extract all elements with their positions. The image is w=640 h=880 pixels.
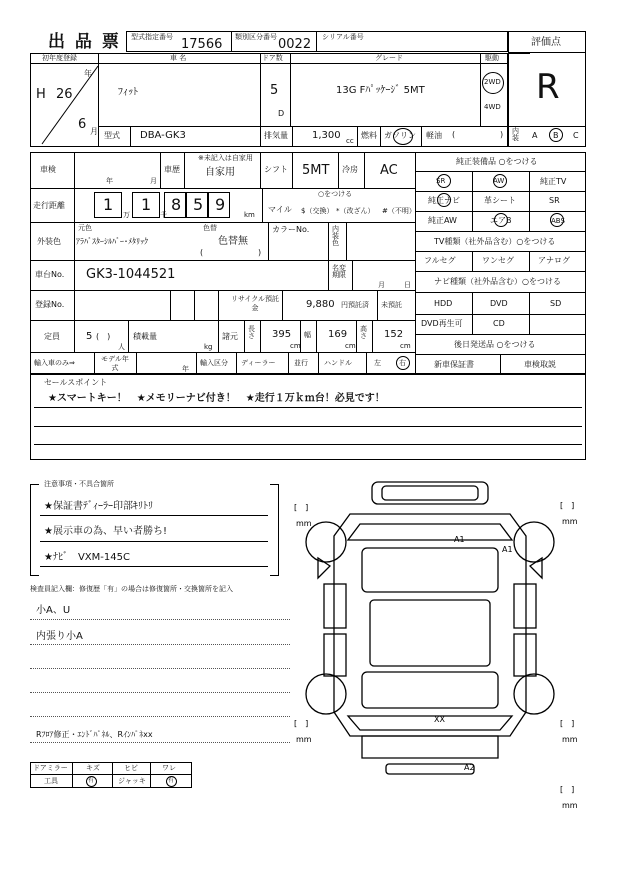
name-change-label: 名変期限 — [332, 264, 346, 279]
sales-point-label: セールスポイント — [44, 378, 108, 387]
model-year-label: モデル年式 — [101, 355, 129, 373]
interior-grade-c: C — [573, 131, 579, 140]
drive-label: 駆動 — [485, 54, 499, 62]
inspector-line-1: 小A、U — [36, 605, 71, 616]
name-change-month: 月 — [378, 281, 385, 289]
equip-item-5: 革シート — [484, 196, 516, 205]
equipment-title: 純正装備品 ○をつける — [456, 157, 538, 166]
damage-mark-a1-hood: A1 — [454, 535, 465, 544]
model-year-unit: 年 — [182, 365, 189, 373]
auction-sheet-page: 出 品 票 型式指定番号 17566 類別区分番号 0022 シリアル番号 評価点 R 初年度登録 車 名 ドア数 グレード 駆動 H 26 年 6 月 ﾌｨｯﾄ 5 D 13G Fﾊﾟｯｹｰｼﾞ 5MT 2WD 4WD 型式 DBA-GK3 排気量 1,300 cc 燃料 ガソリン 軽油 ( ) 内装 A B C 車検 年 月 車歴 ※未記入は自家用 自家用 シフト 5MT 冷房 AC 走行距離 1 万 1 千 8 5 9 km ○をつける マイル $（交換） *（改ざん） #（不明） 外装色 元色 色替 ｱﾗﾊﾞｽﾀｰｼﾙﾊﾞｰ･ﾒﾀﾘｯｸ 色替無 ( ) カラーNo. 内装色 車台No. GK3-1044521 名変期限 月 日 登録No. リサイクル預託金 9,880 円預託済 未預託 定員 5 ( ) 人 積載量 kg 諸元 長さ 395 cm 幅 169 cm 高さ 152 cm 輸入車のみ⇒ モデル年式 年 輸入区分 ディーラー 並行 ハンドル 左 右 純正装備品 ○をつける SR AW 純正TV 純正ナビ 革シート SR 純正AW エアB ABS TV種類（社外品含む）○をつける フルセグ ワンセグ アナログ ナビ種類（社外品含む）○をつける HDD DVD SD DVD再生可 CD 後日発送品 ○をつける 新車保証書 車検取説 セールスポイント ★スマートキー！ ★メモリーナビ付き！ ★走行１万ｋｍ台！必見です！ 注意事項・不具合箇所 ★保証書ﾃﾞｨｰﾗｰ印部ｷﾘﾄﾘ ★展示車の為、早い者勝ち! ★ﾅﾋﾞ VXM-145C 検査員記入欄：修復歴「有」の場合は修復箇所・交換箇所を記入 小A、U 内張り小A Rﾌﾛｱ修正・ｴﾝﾄﾞﾊﾟﾈﾙ、Rｲﾝﾊﾟﾈxx ドアミラー キズ ヒビ ワレ 工具 有 ジャッキ 有 [ ] mm [ ] mm [ ] mm [ ] mm [ ] mm A1 A1 XX A2 — [0, 0, 640, 880]
car-damage-diagram — [290, 474, 590, 814]
width-unit: cm — [345, 342, 356, 350]
later-item-2: 車検取説 — [524, 360, 556, 369]
doors: 5 — [270, 83, 279, 98]
dealer-label: ディーラー — [241, 359, 276, 367]
model-type-box — [126, 31, 232, 52]
nav-item-3: SD — [550, 299, 562, 308]
svg-text:[ ]: [ ] — [294, 719, 309, 728]
mm-label-1: mm — [296, 519, 312, 528]
model-type-label: 型式指定番号 — [131, 33, 173, 41]
mm-label-3: mm — [296, 735, 312, 744]
sales-point-box — [30, 374, 586, 460]
mileage-digit-2: 1 — [141, 195, 152, 214]
length-unit: cm — [290, 342, 301, 350]
history-label: 車歴 — [164, 165, 180, 174]
legend-row-4: 有 — [168, 777, 175, 784]
legend-header-1: ドアミラー — [33, 764, 68, 772]
legend-header-3: ヒビ — [124, 764, 138, 772]
shift-value: 5MT — [302, 163, 330, 178]
history-value: 自家用 — [205, 167, 235, 178]
doors-label: ドア数 — [262, 54, 283, 62]
capacity: 5 — [86, 331, 93, 342]
displacement: 1,300 — [312, 130, 341, 141]
legend-header-2: キズ — [86, 764, 100, 772]
tv-item-3: アナログ — [538, 256, 570, 265]
color-label: 外装色 — [37, 237, 61, 246]
interior-label: 内装 — [512, 127, 519, 142]
nav-item-1: HDD — [434, 299, 453, 308]
inspector-label: 検査員記入欄：修復歴「有」の場合は修復箇所・交換箇所を記入 — [30, 585, 233, 593]
equip-item-4: 純正ナビ — [428, 196, 460, 205]
capacity-label: 定員 — [44, 332, 60, 341]
load-unit: kg — [204, 343, 213, 351]
ac-value: AC — [380, 163, 398, 178]
tv-item-2: ワンセグ — [482, 256, 514, 265]
inspection-year-unit: 年 — [106, 177, 113, 185]
equip-item-9: ABS — [551, 217, 565, 225]
note-line-1: ★保証書ﾃﾞｨｰﾗｰ印部ｷﾘﾄﾘ — [44, 501, 153, 512]
damage-mark-xx: XX — [434, 715, 445, 724]
tv-title: TV種類（社外品含む）○をつける — [434, 237, 556, 246]
month-unit: 月 — [90, 127, 98, 136]
ac-label: 冷房 — [342, 165, 358, 174]
mileage-digit-5: 9 — [215, 195, 226, 214]
displacement-unit: cc — [346, 137, 354, 145]
mileage-man-unit: 万 — [123, 211, 130, 219]
later-title: 後日発送品 ○をつける — [454, 340, 536, 349]
mm-label-2: mm — [562, 517, 578, 526]
door-type: D — [278, 109, 285, 118]
recycle-amount: 9,880 — [306, 299, 335, 310]
notes-label: 注意事項・不具合箇所 — [44, 480, 114, 488]
car-name: ﾌｨｯﾄ — [118, 87, 138, 98]
interior-grade-b: B — [553, 131, 559, 140]
displacement-label: 排気量 — [264, 131, 288, 140]
svg-text:[ ]: [ ] — [560, 719, 575, 728]
diesel-label: 軽油 — [426, 131, 442, 140]
nav-item-5: CD — [493, 319, 505, 328]
grade: 13G Fﾊﾟｯｹｰｼﾞ 5MT — [336, 85, 425, 96]
reg-no-label: 登録No. — [35, 300, 65, 309]
width-label: 幅 — [304, 331, 311, 339]
original-color: ｱﾗﾊﾞｽﾀｰｼﾙﾊﾞｰ･ﾒﾀﾘｯｸ — [76, 237, 148, 246]
grade-label: グレード — [375, 54, 403, 62]
nav-item-2: DVD — [490, 299, 508, 308]
model-type-number: 17566 — [181, 37, 223, 52]
note-line-3: ★ﾅﾋﾞ VXM-145C — [44, 552, 130, 563]
sales-point-text: ★スマートキー！ ★メモリーナビ付き！ ★走行１万ｋｍ台！必見です！ — [48, 393, 385, 404]
legend-row-3: ジャッキ — [118, 777, 146, 785]
sheet-title: 出 品 票 — [48, 32, 121, 52]
drive-4wd: 4WD — [484, 103, 501, 111]
recycle-label: リサイクル預託金 — [230, 295, 280, 313]
interior-grade-a: A — [532, 131, 538, 140]
damage-mark-a2: A2 — [464, 763, 475, 772]
inspection-month-unit: 月 — [150, 177, 157, 185]
reg-month: 6 — [78, 117, 87, 132]
equip-item-1: SR — [436, 177, 446, 185]
height: 152 — [384, 329, 404, 340]
drive-2wd: 2WD — [484, 78, 501, 86]
score-value: R — [536, 67, 560, 107]
equip-item-3: 純正TV — [540, 177, 567, 186]
unknown-label: #（不明） — [382, 207, 416, 215]
parallel-label: 並行 — [294, 359, 308, 367]
model-label: 型式 — [104, 131, 120, 140]
color-change: 色替無 — [218, 236, 248, 247]
interior-color-label: 内装色 — [332, 225, 339, 247]
mm-label-4: mm — [562, 735, 578, 744]
mm-label-5: mm — [562, 801, 578, 810]
color-code-label: カラーNo. — [272, 225, 310, 234]
car-name-label: 車 名 — [170, 54, 187, 62]
inspector-line-2: 内張り小A — [36, 631, 83, 642]
serial-box — [316, 31, 508, 52]
swap-label: $（交換） — [301, 207, 334, 215]
serial-label: シリアル番号 — [322, 33, 364, 41]
tv-item-1: フルセグ — [424, 256, 456, 265]
left-label: 左 — [374, 359, 381, 367]
mileage-km-unit: km — [244, 211, 255, 219]
legend-header-4: ワレ — [162, 764, 176, 772]
note-line-2: ★展示車の為、早い者勝ち! — [44, 526, 167, 537]
inspection-label: 車検 — [40, 165, 56, 174]
svg-text:[ ]: [ ] — [560, 785, 575, 794]
shift-label: シフト — [264, 165, 288, 174]
recycle-status: 円預託済 — [341, 301, 369, 309]
mileage-sen-unit: 千 — [160, 211, 167, 219]
fuel-label: 燃料 — [361, 131, 377, 140]
equip-item-8: エアB — [490, 216, 512, 225]
later-item-1: 新車保証書 — [434, 360, 474, 369]
length: 395 — [272, 329, 292, 340]
import-type-label: 輸入区分 — [200, 359, 228, 367]
year-unit: 年 — [84, 69, 92, 78]
legend-row-1: 工具 — [44, 777, 58, 785]
history-note: ※未記入は自家用 — [198, 154, 253, 162]
mileage-digit-1: 1 — [103, 195, 114, 214]
equip-item-6: SR — [549, 196, 560, 205]
length-label: 長さ — [248, 325, 255, 340]
dims-label: 諸元 — [222, 332, 238, 341]
equip-item-7: 純正AW — [428, 216, 457, 225]
damage-mark-a1-fender: A1 — [502, 545, 513, 554]
right-label: 右 — [399, 359, 406, 367]
category-box — [231, 31, 317, 52]
svg-text:[ ]: [ ] — [294, 503, 309, 512]
width: 169 — [328, 329, 348, 340]
mileage-circle-note: ○をつける — [318, 190, 353, 198]
chassis-number: GK3-1044521 — [86, 267, 176, 282]
original-color-label: 元色 — [78, 224, 92, 232]
era: H — [36, 87, 46, 102]
height-unit: cm — [400, 342, 411, 350]
handle-label: ハンドル — [324, 359, 352, 367]
color-change-label: 色替 — [203, 224, 217, 232]
height-label: 高さ — [360, 325, 367, 340]
mileage-digit-4: 5 — [193, 195, 204, 214]
category-label: 類別区分番号 — [235, 33, 277, 41]
nav-item-4: DVD再生可 — [421, 319, 463, 328]
inspector-line-5: Rﾌﾛｱ修正・ｴﾝﾄﾞﾊﾟﾈﾙ、Rｲﾝﾊﾟﾈxx — [36, 730, 153, 739]
reg-year: 26 — [56, 87, 73, 102]
equip-item-2: AW — [493, 177, 505, 185]
first-reg-label: 初年度登録 — [42, 54, 77, 62]
load-label: 積載量 — [133, 332, 157, 341]
nav-title: ナビ種類（社外品含む）○をつける — [434, 277, 561, 286]
category-number: 0022 — [278, 37, 312, 52]
recycle-unpaid: 未預託 — [381, 301, 402, 309]
score-label: 評価点 — [531, 37, 561, 48]
mileage-digit-3: 8 — [171, 195, 182, 214]
altered-label: *（改ざん） — [336, 207, 375, 215]
fuel-value: ガソリン — [384, 131, 416, 140]
model: DBA-GK3 — [140, 130, 186, 141]
mile-label: マイル — [268, 205, 292, 214]
svg-text:[ ]: [ ] — [560, 501, 575, 510]
capacity-unit: 人 — [118, 343, 125, 351]
import-label: 輸入車のみ⇒ — [34, 359, 75, 367]
mileage-label: 走行距離 — [33, 201, 65, 210]
name-change-day: 日 — [404, 281, 411, 289]
chassis-label: 車台No. — [35, 270, 65, 279]
legend-row-2: 有 — [88, 777, 95, 784]
